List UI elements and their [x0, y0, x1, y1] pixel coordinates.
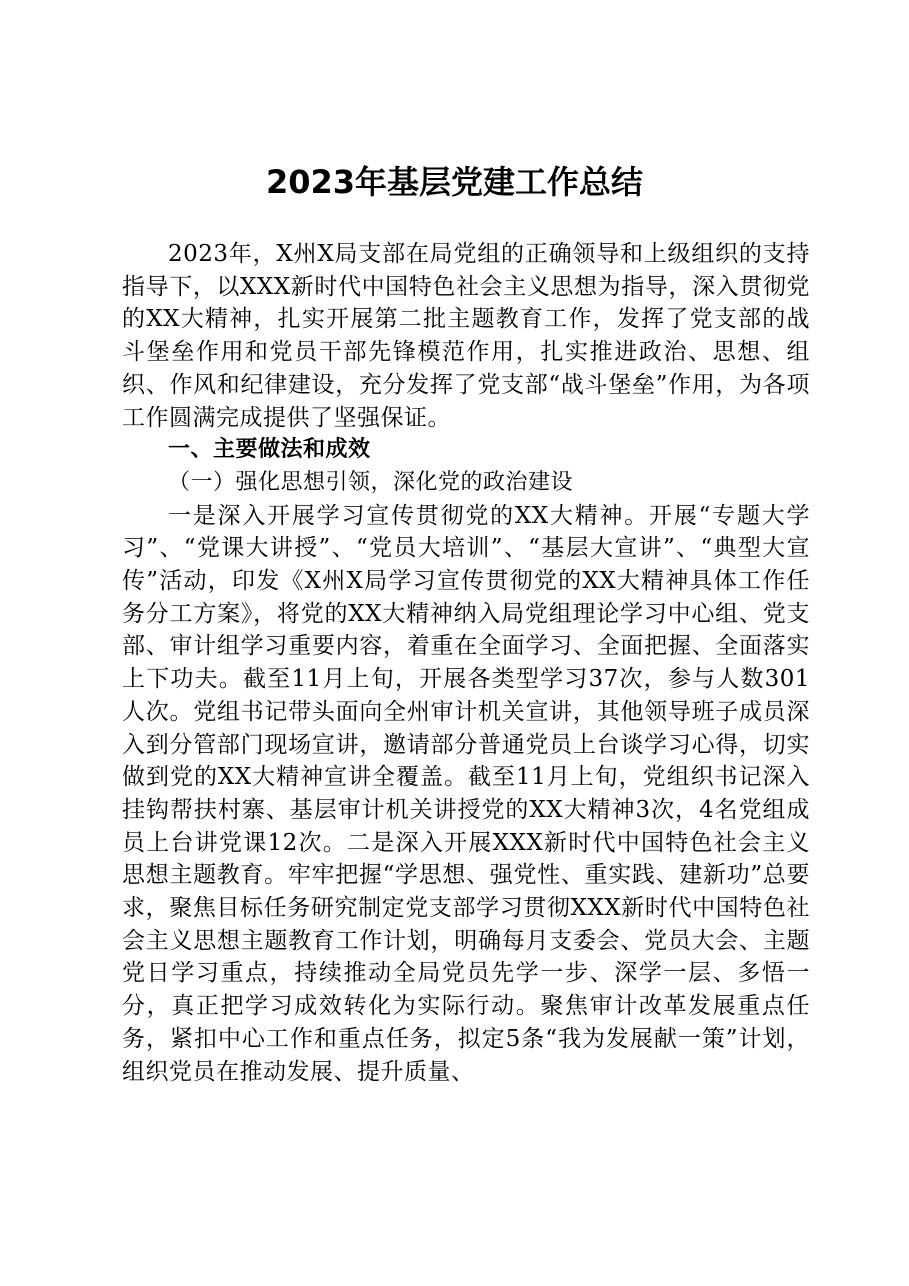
document-body [122, 238, 810, 1088]
section-heading-1: 一、主要做法和成效 [168, 437, 371, 463]
body-paragraph-1: 一是深入开展学习宣传贯彻党的XX大精神。开展“专题大学习”、“党课大讲授”、“党员大培训”、“基层大宣讲”、“典型大宣传”活动，印发《X州X局学习宣传贯彻党的XX大精神具体工作任务分工方案》，将党的XX大精神纳入局党组理论学习中心组、党支部、审计组学习重要内容，着重在全面学习、全面把握、全面落实上下功夫。截至11月上旬，开展各类型学习37次，参与人数301人次。党组书记带头面向全州审计机关宣讲，其他领导班子成员深入到分管部门现场宣讲，邀请部分普通党员上台谈学习心得，切实做到党的XX大精神宣讲全覆盖。截至11月上旬，党组织书记深入挂钩帮扶村寨、基层审计机关讲授党的XX大精神3次，4名党组成员上台讲党课12次。二是深入开展XXX新时代中国特色社会主义思想主题教育。牢牢把握“学思想、强党性、重实践、建新功”总要求，聚焦目标任务研究制定党支部学习贯彻XXX新时代中国特色社会主义思想主题教育工作计划，明确每月支委会、党员大会、主题党日学习重点，持续推动全局党员先学一步、深学一层、多悟一分，真正把学习成效转化为实际行动。聚焦审计改革发展重点任务，紧扣中心工作和重点任务，拟定5条“我为发展献一策”计划，组织党员在推动发展、提升质量、 [122, 502, 810, 1085]
subsection-heading-1: （一）强化思想引领，深化党的政治建设 [168, 469, 574, 495]
intro-paragraph: 2023年，X州X局支部在局党组的正确领导和上级组织的支持指导下，以XXX新时代中国特色社会主义思想为指导，深入贯彻党的XX大精神，扎实开展第二批主题教育工作，发挥了党支部的战斗堡垒作用和党员干部先锋模范作用，扎实推进政治、思想、组织、作风和纪律建设，充分发挥了党支部“战斗堡垒”作用，为各项工作圆满完成提供了坚强保证。 [122, 241, 810, 431]
document-title: 2023年基层党建工作总结 [265, 163, 644, 201]
